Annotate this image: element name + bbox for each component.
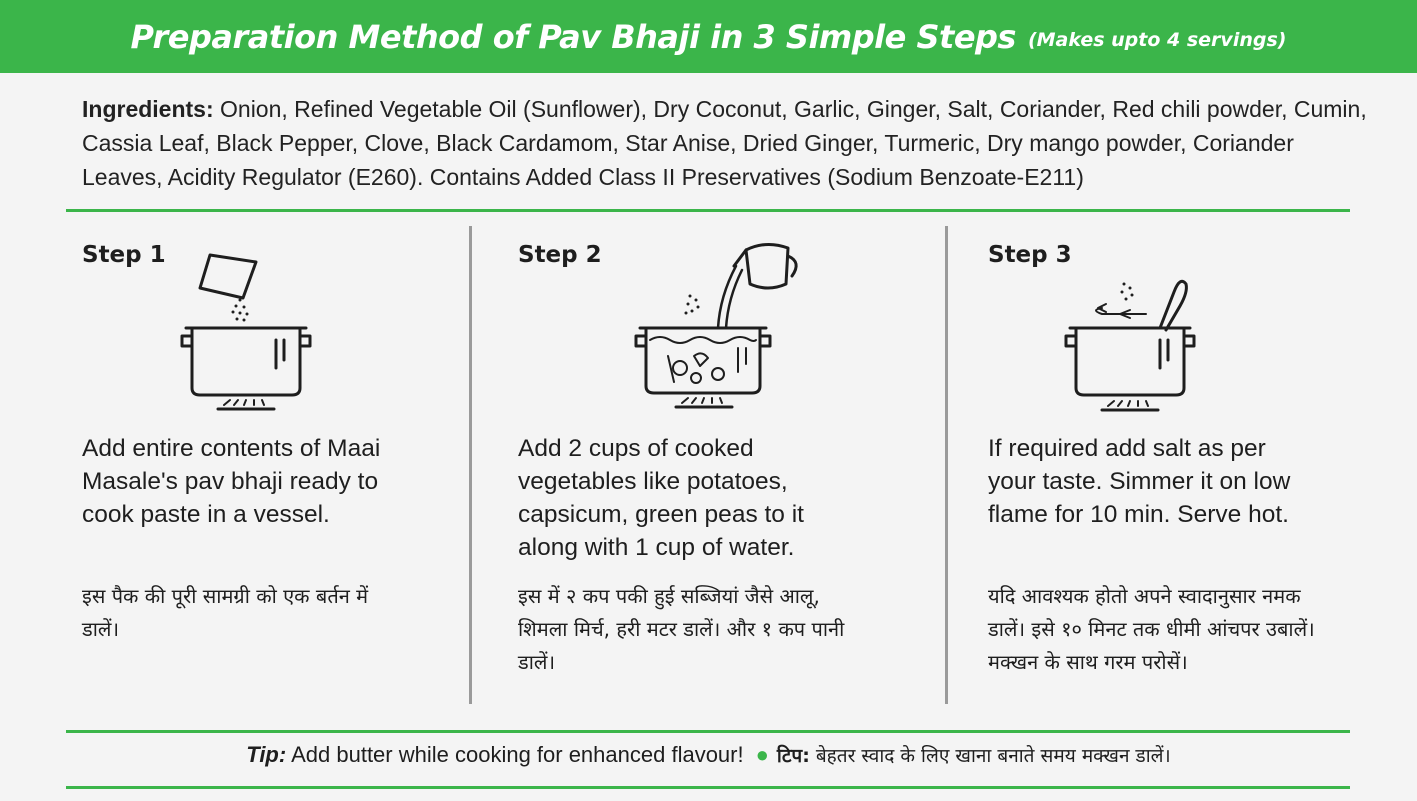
pot-with-masala-packet-icon: [178, 250, 318, 415]
page-title: Preparation Method of Pav Bhaji in 3 Simple Steps: [130, 17, 1016, 56]
step-1-english: Add entire contents of Maai Masale's pav bhaji ready to cook paste in a vessel.: [82, 435, 381, 528]
tip-text: Add butter while cooking for enhanced flavour!: [286, 742, 744, 767]
divider-top: [66, 209, 1350, 212]
header-banner: [0, 0, 1417, 73]
step-3-hindi: यदि आवश्यक होतो अपने स्वादानुसार नमक डालें। इसे १० मिनट तक धीमी आंचपर उबालें। मक्खन के साथ गरम परोसें।: [988, 584, 1315, 674]
pot-with-vegetables-and-water-jug-icon: [628, 236, 803, 416]
bullet-dot-icon: ●: [755, 742, 769, 767]
ingredients-label: Ingredients:: [82, 96, 214, 122]
tip-hindi-label: टिप:: [776, 745, 810, 767]
divider-bottom: [66, 786, 1350, 789]
ingredients-text: [82, 92, 1372, 194]
divider-bottom-top: [66, 730, 1350, 733]
step-2-hindi: इस में २ कप पकी हुई सब्जियां जैसे आलू, शिमला मिर्च, हरी मटर डालें। और १ कप पानी डालें।: [518, 584, 845, 674]
step-3-title: Step 3: [988, 242, 1072, 268]
step-1-hindi: इस पैक की पूरी सामग्री को एक बर्तन में डालें।: [82, 584, 369, 641]
column-divider-2: [945, 226, 948, 704]
tip-hindi-text: बेहतर स्वाद के लिए खाना बनाते समय मक्खन डालें।: [809, 745, 1171, 767]
column-divider-1: [469, 226, 472, 704]
step-2-english: Add 2 cups of cooked vegetables like potatoes, capsicum, green peas to it along with 1 cup of water.: [518, 435, 804, 561]
ingredients-list: Onion, Refined Vegetable Oil (Sunflower), Dry Coconut, Garlic, Ginger, Salt, Coriander, Red chili powder, Cumin, Cassia Leaf, Black Pepper, Clove, Black Cardamom, Star Anise, Dried Ginger, Turmeric, Dry mango powder, Coriander Leaves, Acidity Regulator (E260). Contains Added Class II Preservatives (Sodium Benzoate-E211): [82, 96, 1367, 190]
step-3-english: If required add salt as per your taste. Simmer it on low flame for 10 min. Serve hot.: [988, 435, 1291, 528]
step-1-title: Step 1: [82, 242, 166, 268]
servings-note: (Makes upto 4 servings): [1027, 28, 1287, 51]
pot-with-ladle-stirring-icon: [1062, 270, 1202, 420]
tip-line: [0, 742, 1417, 768]
step-2-title: Step 2: [518, 242, 602, 268]
tip-label: Tip:: [246, 742, 287, 767]
